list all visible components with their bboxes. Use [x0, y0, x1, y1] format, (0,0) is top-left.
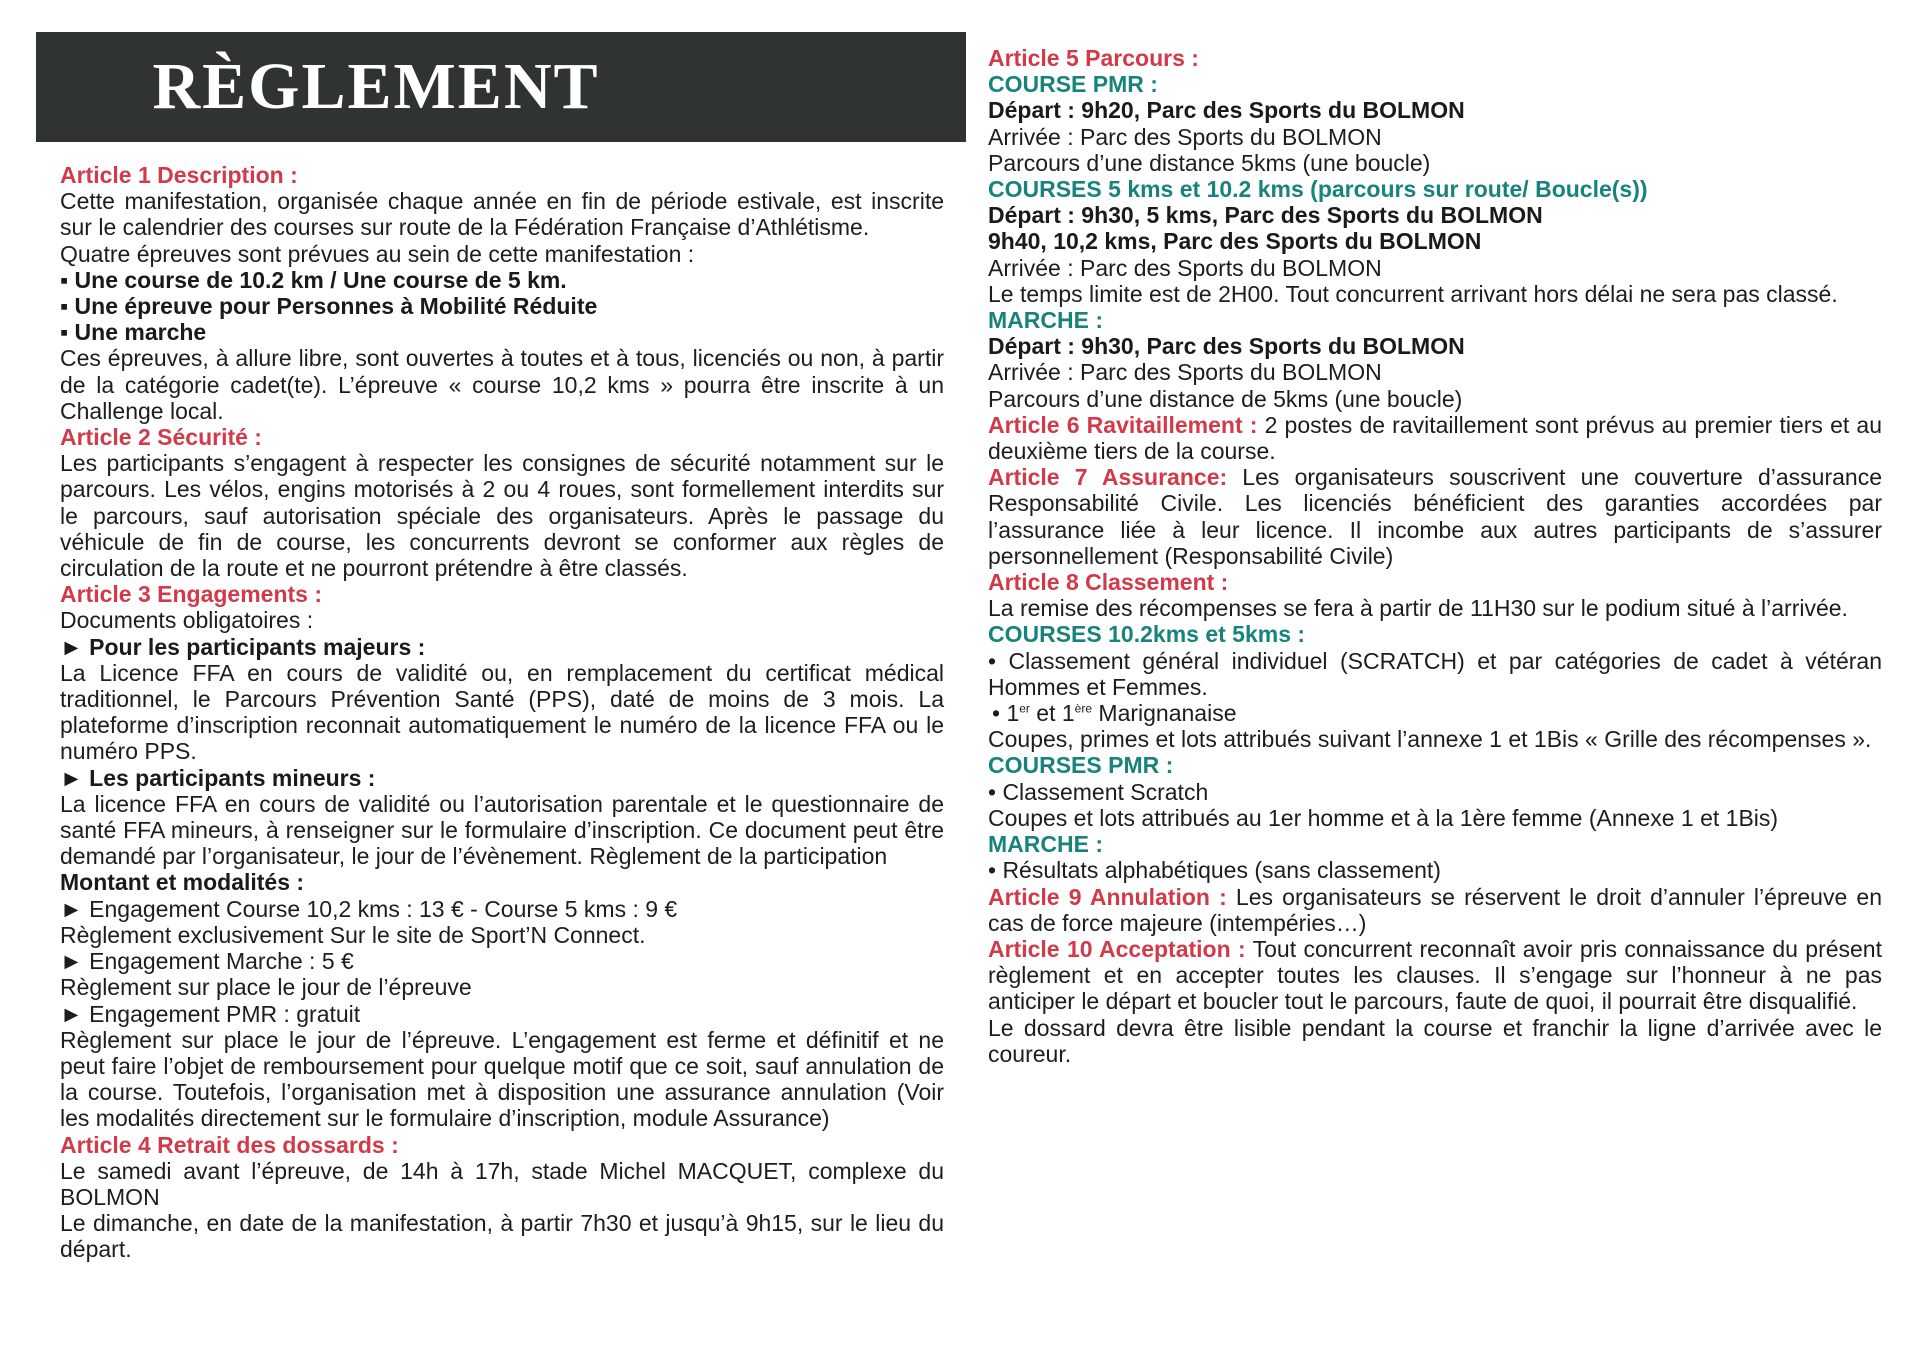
article-8-text: La remise des récompenses se fera à partir de 11H30 sur le podium situé à l’arrivée.	[988, 595, 1848, 622]
article-3-engagement-pmr-note: Règlement sur place le jour de l’épreuve. L’engagement est ferme et définitif et ne peut faire l’objet de remboursement pour quelque motif que ce soit, sauf annulation de la course. Toutefois, l’organisation met à disposition une assurance annulation (Voir les modalités directement sur le formulaire d’inscription, module Assurance)	[60, 1026, 944, 1132]
marche-arrivee: Arrivée : Parc des Sports du BOLMON	[988, 359, 1382, 386]
article-2-title: Article 2 Sécurité :	[60, 424, 262, 451]
courses-limite: Le temps limite est de 2H00. Tout concurrent arrivant hors délai ne sera pas classé.	[988, 280, 1838, 307]
article-9-text: Les organisateurs se réservent le droit d’annuler l’épreuve en cas de force majeure (intempéries…)	[988, 883, 1882, 936]
article-4-text-2: Le dimanche, en date de la manifestation, à partir 7h30 et jusqu’à 9h15, sur le lieu du départ.	[60, 1210, 944, 1263]
article-7-title: Article 7 Assurance:	[988, 464, 1228, 491]
article-1-intro: Quatre épreuves sont prévues au sein de cette manifestation :	[60, 240, 695, 267]
courses-depart-10km: 9h40, 10,2 kms, Parc des Sports du BOLMON	[988, 228, 1482, 255]
title-banner	[36, 32, 966, 142]
classement-pmr-title: COURSES PMR :	[988, 752, 1174, 779]
article-8-title: Article 8 Classement :	[988, 569, 1229, 596]
article-6-title: Article 6 Ravitaillement :	[988, 411, 1258, 438]
article-9-title: Article 9 Annulation :	[988, 883, 1227, 910]
article-1-bullet-courses: ▪ Une course de 10.2 km / Une course de 5 km.	[60, 266, 567, 293]
marche-title: MARCHE :	[988, 307, 1103, 334]
pmr-parcours: Parcours d’une distance 5kms (une boucle)	[988, 149, 1431, 176]
article-1-bullet-pmr: ▪ Une épreuve pour Personnes à Mobilité Réduite	[60, 293, 598, 320]
article-10-title: Article 10 Acceptation :	[988, 935, 1246, 962]
marche-depart: Départ : 9h30, Parc des Sports du BOLMON	[988, 333, 1465, 360]
article-3-engagement-course: ► Engagement Course 10,2 kms : 13 € - Course 5 kms : 9 €	[60, 895, 678, 922]
classement-marche-bullet: • Résultats alphabétiques (sans classement)	[988, 857, 1441, 884]
article-3-engagement-course-note: Règlement exclusivement Sur le site de Sport’N Connect.	[60, 921, 646, 948]
article-10-text: Tout concurrent reconnaît avoir pris connaissance du présent règlement et en accepter toutes les clauses. Il s’engage sur l’honneur à ne pas anticiper le départ et boucler tout le parcours, faute de quoi, il pourrait être disqualifié.	[988, 935, 1882, 1015]
article-6-text: 2 postes de ravitaillement sont prévus au premier tiers et au deuxième tiers de la course.	[988, 411, 1882, 465]
courses-depart-5km: Départ : 9h30, 5 kms, Parc des Sports du BOLMON	[988, 202, 1543, 229]
dossard-text: Le dossard devra être lisible pendant la course et franchir la ligne d’arrivée avec le coureur.	[988, 1014, 1882, 1067]
right-column	[988, 45, 1882, 1067]
classement-marche-title: MARCHE :	[988, 831, 1103, 858]
article-9	[988, 884, 1882, 936]
article-5-title: Article 5 Parcours :	[988, 45, 1199, 71]
bullet-2-mid: et 1	[1029, 700, 1075, 727]
pmr-arrivee: Arrivée : Parc des Sports du BOLMON	[988, 123, 1382, 150]
article-1-text-2: Ces épreuves, à allure libre, sont ouvertes à toutes et à tous, licenciés ou non, à partir de la catégorie cadet(te). L’épreuve « course 10,2 kms » pourra être inscrite à un Challenge local.	[60, 345, 944, 424]
courses-title: COURSES 5 kms et 10.2 kms (parcours sur route/ Boucle(s))	[988, 176, 1648, 203]
left-column	[60, 162, 944, 1263]
classement-courses-bullet-1: • Classement général individuel (SCRATCH) et par catégories de cadet à vétéran Hommes et Femmes.	[988, 647, 1882, 700]
article-4-text-1: Le samedi avant l’épreuve, de 14h à 17h, stade Michel MACQUET, complexe du BOLMON	[60, 1157, 944, 1210]
classement-pmr-text: Coupes et lots attribués au 1er homme et à la 1ère femme (Annexe 1 et 1Bis)	[988, 804, 1779, 831]
article-7	[988, 464, 1882, 569]
article-3-engagement-marche-note: Règlement sur place le jour de l’épreuve	[60, 974, 472, 1001]
article-1-bullet-marche: ▪ Une marche	[60, 319, 207, 346]
classement-courses-bullet-2	[988, 700, 1882, 726]
article-2-text: Les participants s’engagent à respecter les consignes de sécurité notamment sur le parcours. Les vélos, engins motorisés à 2 ou 4 roues, sont formellement interdits sur le parcours, sauf autorisation spéciale des organisateurs. Après le passage du véhicule de fin de course, les concurrents devront se conformer aux règles de circulation de la route et ne pourront prétendre à être classés.	[60, 450, 944, 582]
bullet-2-sup-ere: ère	[1074, 701, 1093, 716]
article-3-engagement-pmr: ► Engagement PMR : gratuit	[60, 1000, 361, 1027]
article-10	[988, 936, 1882, 1015]
article-3-majeurs-text: La Licence FFA en cours de validité ou, en remplacement du certificat médical traditionnel, le Parcours Prévention Santé (PPS), daté de moins de 3 mois. La plateforme d’inscription reconnait automatiquement le numéro de la licence FFA ou le numéro PPS.	[60, 659, 944, 765]
bullet-2-suffix: Marignanaise	[1092, 700, 1237, 727]
article-3-montant-title: Montant et modalités :	[60, 869, 305, 896]
article-7-text: Les organisateurs souscrivent une couverture d’assurance Responsabilité Civile. Les licenciés bénéficient des garanties accordées par l’assurance liée à leur licence. Il incombe aux autres participants de s’assurer personnellement (Responsabilité Civile)	[988, 464, 1882, 569]
classement-courses-text: Coupes, primes et lots attribués suivant l’annexe 1 et 1Bis « Grille des récompenses ».	[988, 726, 1872, 753]
article-3-mineurs-title: ► Les participants mineurs :	[60, 764, 376, 791]
article-3-mineurs-text: La licence FFA en cours de validité ou l’autorisation parentale et le questionnaire de santé FFA mineurs, à renseigner sur le formulaire d’inscription. Ce document peut être demandé par l’organisateur, le jour de l’évènement. Règlement de la participation	[60, 790, 944, 870]
pmr-title: COURSE PMR :	[988, 71, 1158, 98]
article-1-title: Article 1 Description :	[60, 162, 298, 188]
article-1-text: Cette manifestation, organisée chaque année en fin de période estivale, est inscrite sur le calendrier des courses sur route de la Fédération Française d’Athlétisme.	[60, 188, 944, 241]
article-3-title: Article 3 Engagements :	[60, 581, 323, 608]
article-6	[988, 412, 1882, 464]
article-3-majeurs-title: ► Pour les participants majeurs :	[60, 633, 426, 660]
classement-courses-title: COURSES 10.2kms et 5kms :	[988, 621, 1306, 648]
bullet-2-sup-er: er	[1019, 701, 1030, 716]
bullet-2-prefix: • 1	[992, 700, 1020, 727]
classement-pmr-bullet: • Classement Scratch	[988, 778, 1209, 805]
article-4-title: Article 4 Retrait des dossards :	[60, 1131, 399, 1158]
page-title: RÈGLEMENT	[152, 50, 600, 123]
article-3-docs: Documents obligatoires :	[60, 607, 314, 634]
pmr-depart: Départ : 9h20, Parc des Sports du BOLMON	[988, 97, 1465, 124]
marche-parcours: Parcours d’une distance de 5kms (une boucle)	[988, 385, 1463, 412]
courses-arrivee: Arrivée : Parc des Sports du BOLMON	[988, 254, 1382, 281]
article-3-engagement-marche: ► Engagement Marche : 5 €	[60, 948, 354, 975]
